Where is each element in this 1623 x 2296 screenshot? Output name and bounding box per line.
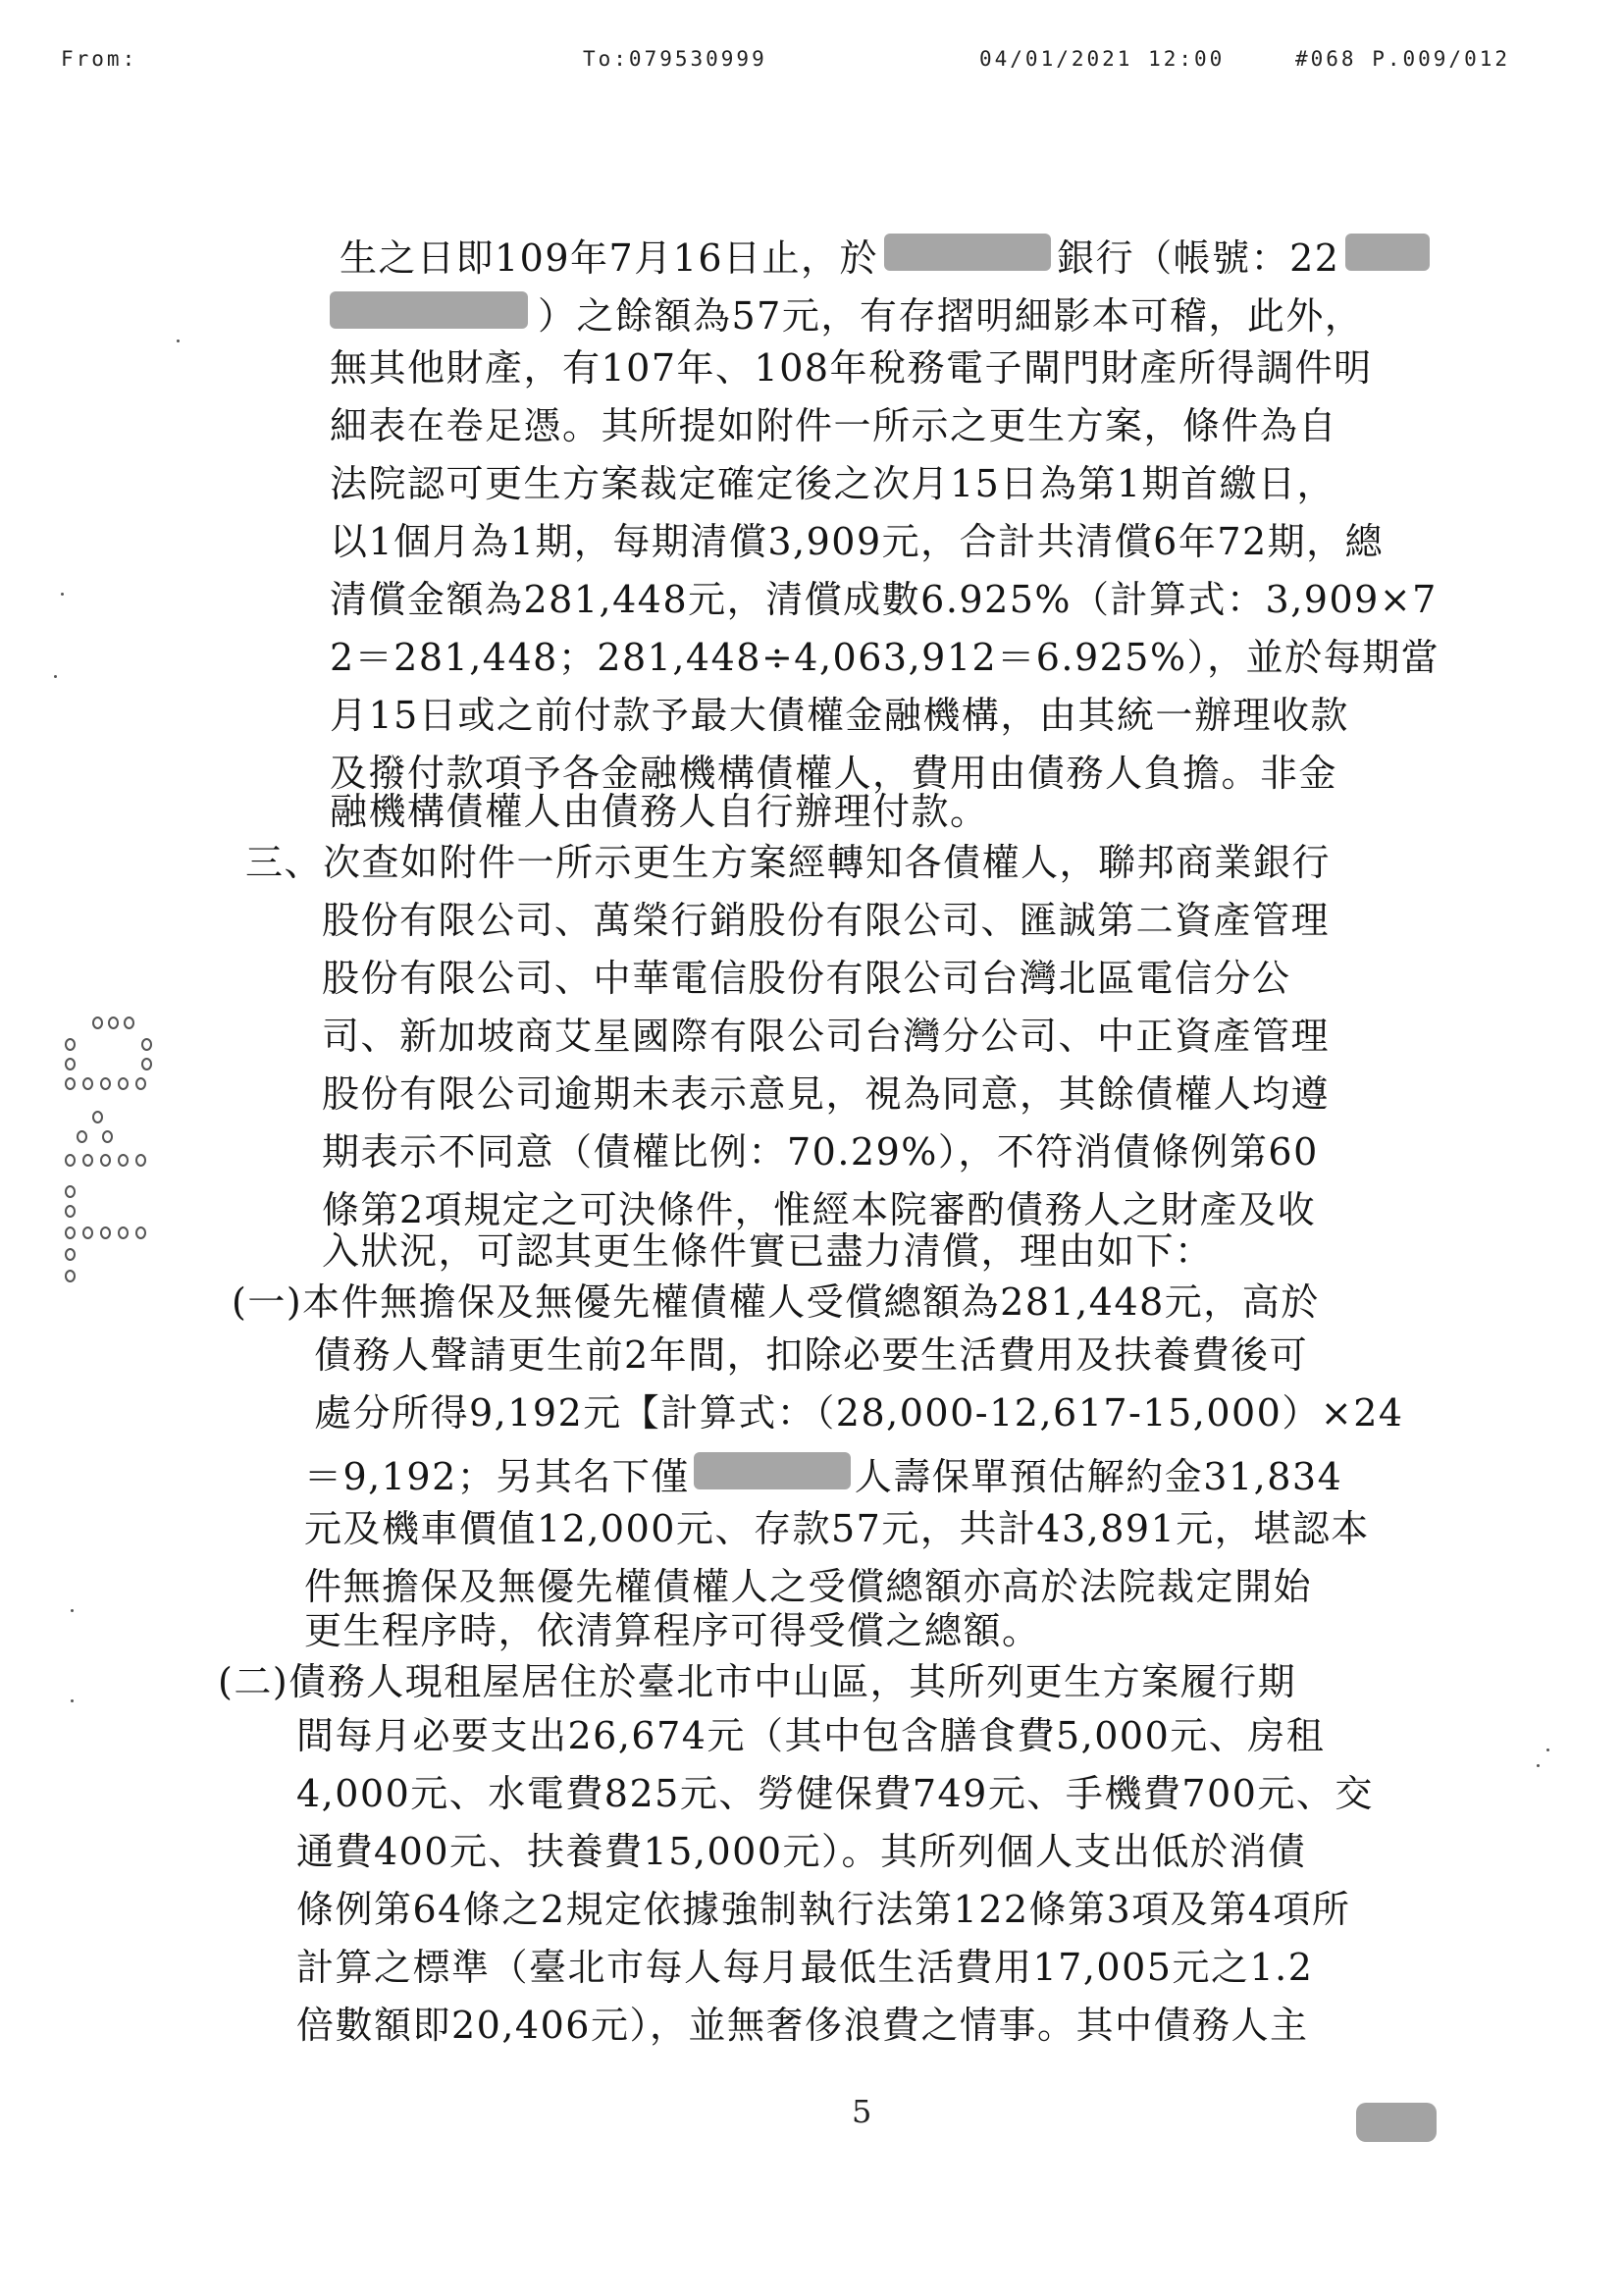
text-line-28: 間每月必要支出26,674元（其中包含膳食費5,000元、房租 xyxy=(296,1714,1326,1757)
text-line-2: ）之餘額為57元，有存摺明細影本可稽，此外， xyxy=(330,291,1363,335)
text-line-4: 細表在卷足憑。其所提如附件一所示之更生方案，條件為自 xyxy=(330,404,1338,447)
text-line-18: 條第2項規定之可決條件，惟經本院審酌債務人之財產及收 xyxy=(322,1188,1317,1231)
text-line-11: 融機構債權人由債務人自行辦理付款。 xyxy=(330,790,989,833)
text-line-7: 清償金額為281,448元，清償成數6.925%（計算式：3,909×7 xyxy=(330,578,1438,621)
redaction-bank xyxy=(884,234,1051,271)
text-line-22: 處分所得9,192元【計算式：（28,000-12,617-15,000）×24 xyxy=(314,1391,1404,1435)
text-line-9: 月15日或之前付款予最大債權金融機構，由其統一辦理收款 xyxy=(330,694,1349,737)
redaction-account-1 xyxy=(1345,234,1430,271)
scan-speck xyxy=(71,1609,74,1612)
text-line-31: 條例第64條之2規定依據強制執行法第122條第3項及第4項所 xyxy=(296,1888,1351,1931)
scan-speck xyxy=(1537,1764,1540,1767)
fax-to: To:079530999 xyxy=(583,47,767,71)
text-line-10: 及撥付款項予各金融機構債權人，費用由債務人負擔。非金 xyxy=(330,752,1338,795)
scan-speck xyxy=(71,1699,74,1702)
text-line-29: 4,000元、水電費825元、勞健保費749元、手機費700元、交 xyxy=(296,1772,1374,1815)
fax-from: From: xyxy=(61,47,138,71)
text-line-25: 件無擔保及無優先權債權人之受償總額亦高於法院裁定開始 xyxy=(304,1565,1313,1608)
scan-speck xyxy=(177,339,180,342)
text-line-21: 債務人聲請更生前2年間，扣除必要生活費用及扶養費後可 xyxy=(314,1333,1309,1377)
text-line-30: 通費400元、扶養費15,000元）。其所列個人支出低於消債 xyxy=(296,1830,1307,1873)
text-line-33: 倍數額即20,406元），並無奢侈浪費之情事。其中債務人主 xyxy=(296,2004,1309,2047)
binding-holes-decoration xyxy=(57,1017,165,1291)
redaction-insurer xyxy=(694,1452,851,1489)
text-line-15: 司、新加坡商艾星國際有限公司台灣分公司、中正資產管理 xyxy=(322,1015,1331,1058)
scan-speck xyxy=(1546,1748,1549,1751)
text-line-32: 計算之標準（臺北市每人每月最低生活費用17,005元之1.2 xyxy=(296,1946,1314,1989)
text-line-12: 三、次查如附件一所示更生方案經轉知各債權人，聯邦商業銀行 xyxy=(245,841,1332,884)
text-line-1: 生之日即109年7月16日止，於 銀行（帳號：22 xyxy=(340,234,1430,277)
text-line-26: 更生程序時，依清算程序可得受償之總額。 xyxy=(304,1609,1041,1652)
text-line-27: (二)債務人現租屋居住於臺北市中山區，其所列更生方案履行期 xyxy=(218,1660,1297,1703)
text-line-20: (一)本件無擔保及無優先權債權人受償總額為281,448元，高於 xyxy=(232,1280,1320,1324)
text-line-23: ＝9,192；另其名下僅 人壽保單預估解約金31,834 xyxy=(304,1452,1342,1495)
text-line-8: 2＝281,448；281,448÷4,063,912＝6.925%），並於每期當 xyxy=(330,636,1440,679)
text-line-3: 無其他財產，有107年、108年稅務電子閘門財產所得調件明 xyxy=(330,346,1373,390)
text-line-16: 股份有限公司逾期未表示意見，視為同意，其餘債權人均遵 xyxy=(322,1072,1331,1116)
text-line-13: 股份有限公司、萬榮行銷股份有限公司、匯誠第二資產管理 xyxy=(322,899,1331,942)
fax-page-ref: #068 P.009/012 xyxy=(1295,47,1511,71)
text-line-19: 入狀況，可認其更生條件實已盡力清償，理由如下： xyxy=(322,1229,1214,1273)
page-number: 5 xyxy=(852,2093,872,2130)
redaction-account-2 xyxy=(330,291,528,329)
text-line-24: 元及機車價值12,000元、存款57元，共計43,891元，堪認本 xyxy=(304,1507,1370,1550)
scan-speck xyxy=(54,675,57,678)
text-line-5: 法院認可更生方案裁定確定後之次月15日為第1期首繳日， xyxy=(330,462,1336,505)
text-line-6: 以1個月為1期，每期清償3,909元，合計共清償6年72期，總 xyxy=(330,520,1385,563)
scan-speck xyxy=(61,593,64,596)
text-line-17: 期表示不同意（債權比例：70.29%），不符消債條例第60 xyxy=(322,1130,1319,1174)
text-line-14: 股份有限公司、中華電信股份有限公司台灣北區電信分公 xyxy=(322,957,1291,1000)
fax-datetime: 04/01/2021 12:00 xyxy=(979,47,1226,71)
redaction-stamp xyxy=(1356,2103,1437,2142)
